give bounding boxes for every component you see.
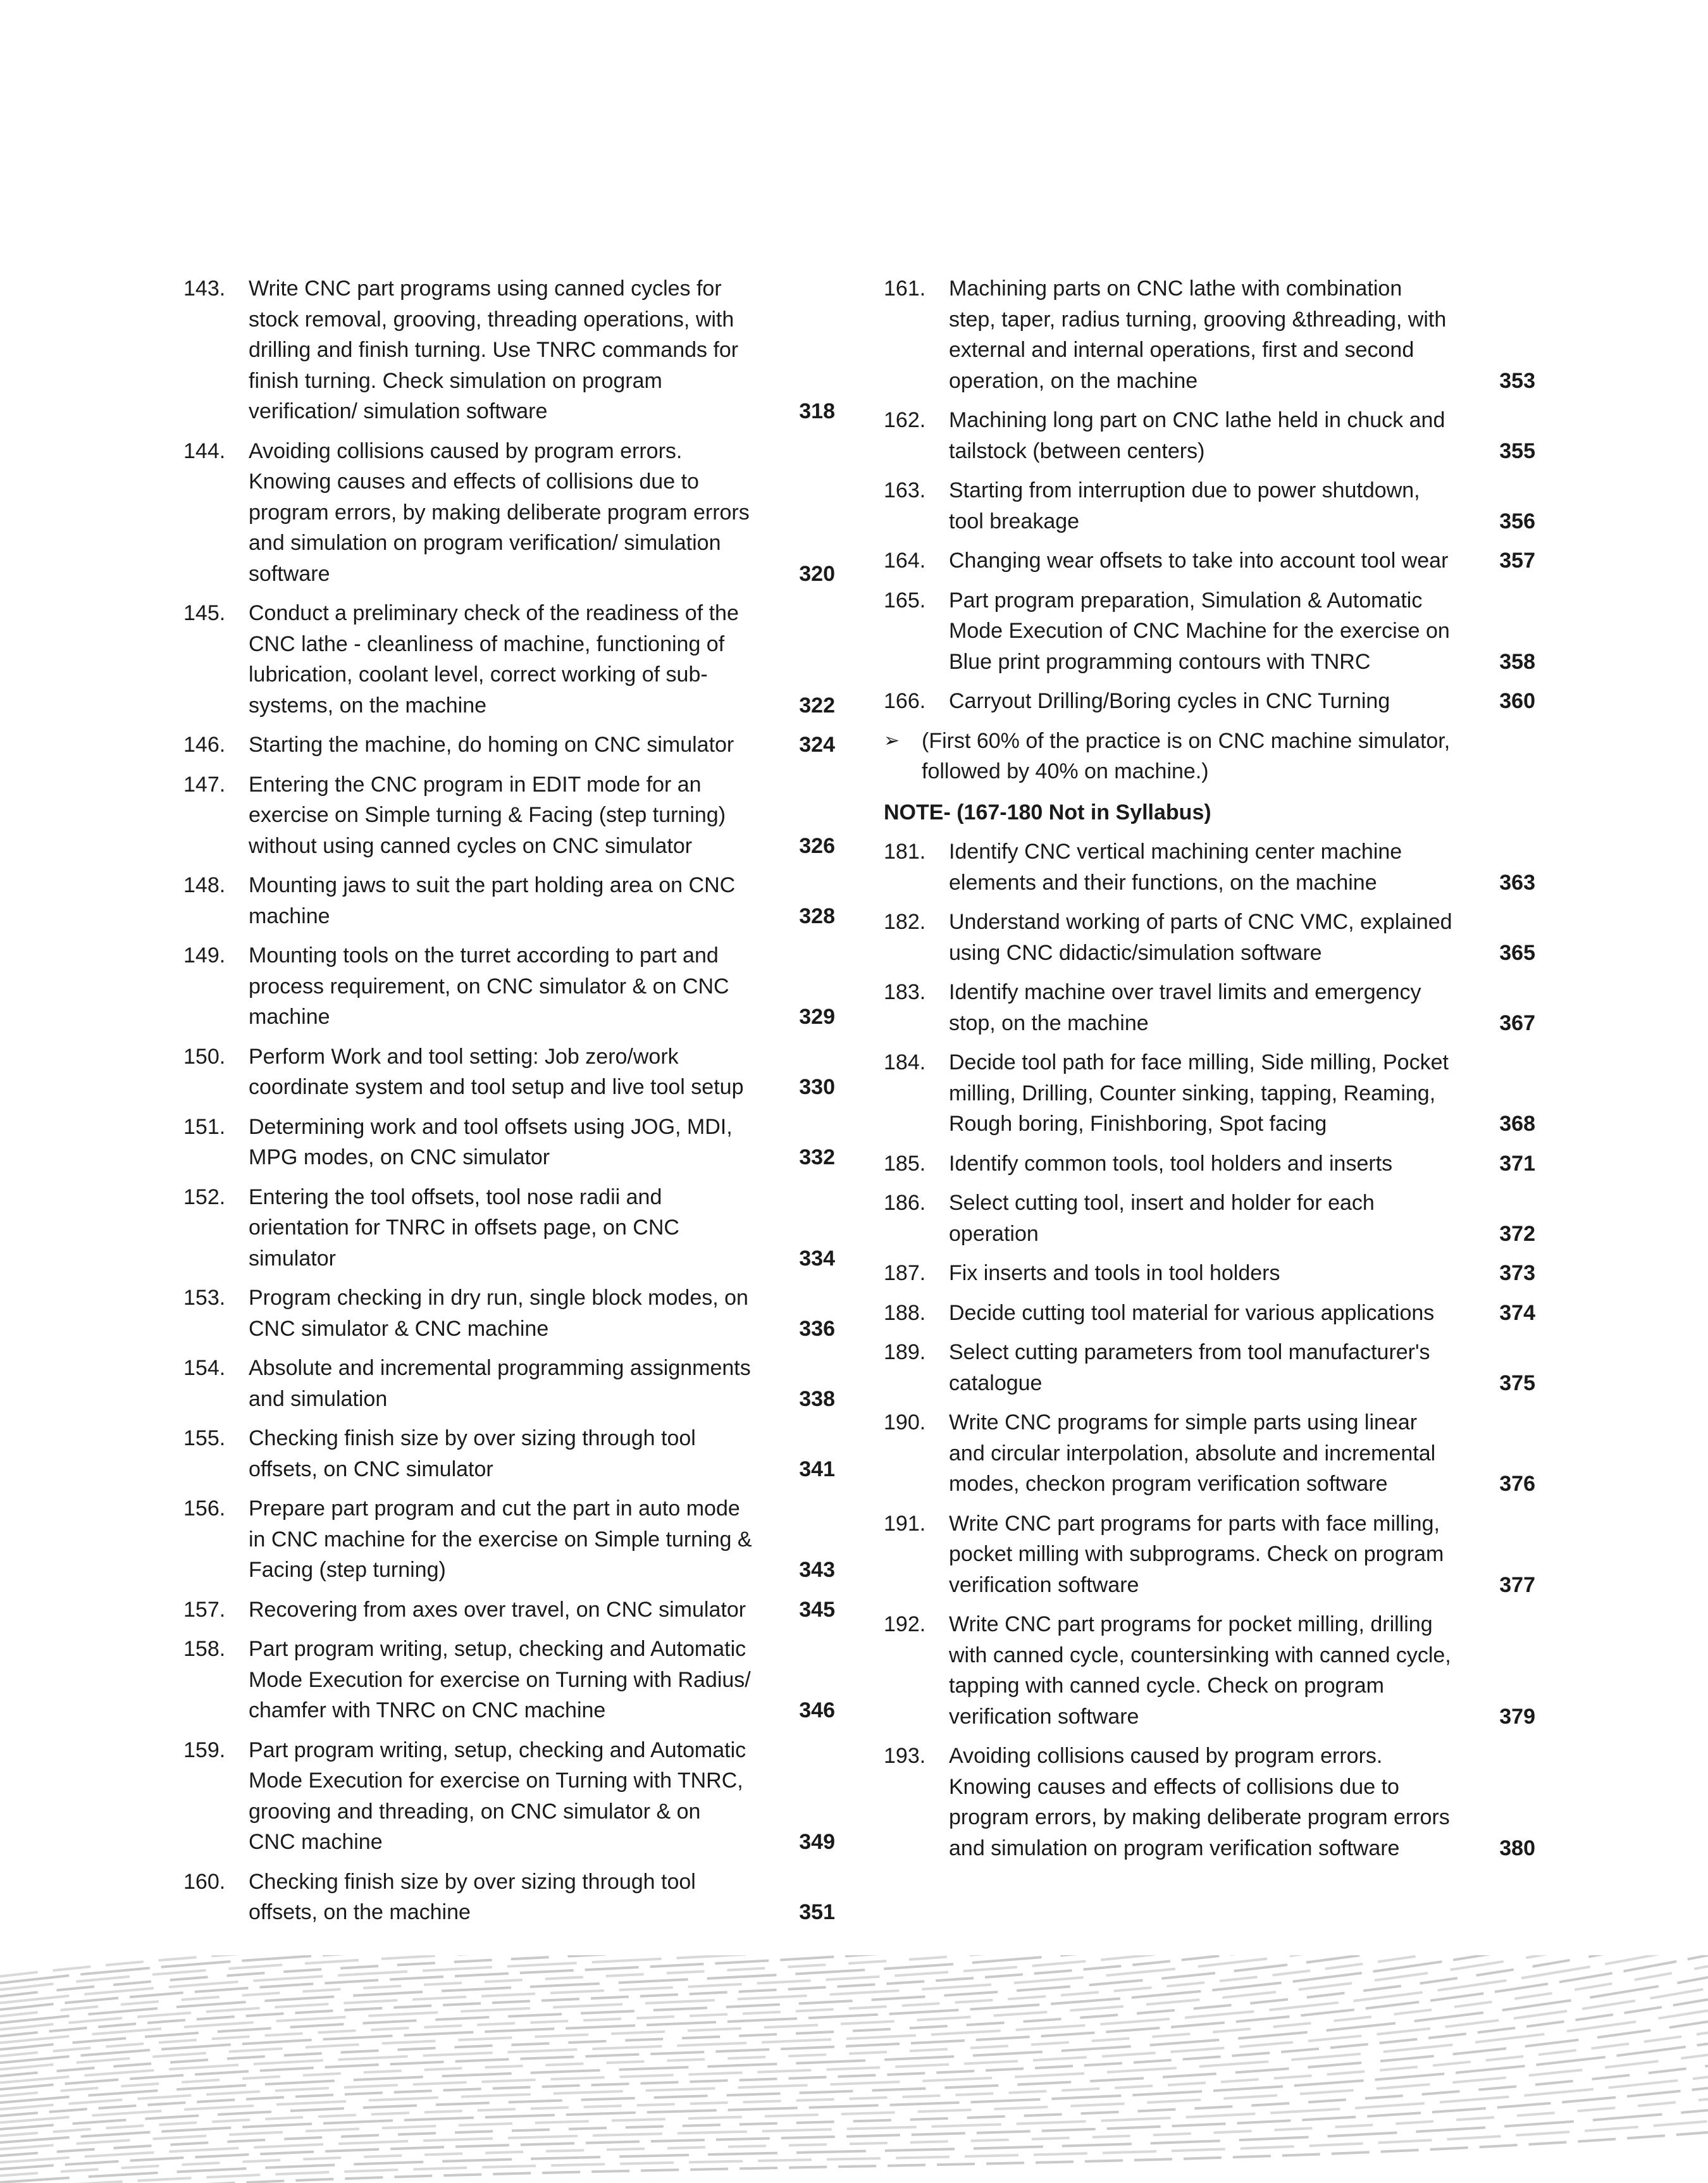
entry-page-number: 367 — [1499, 1011, 1535, 1035]
toc-entry — [884, 405, 1535, 466]
entry-number: 145. — [183, 601, 226, 625]
entry-page-number: 355 — [1499, 438, 1535, 463]
entry-title: Entering the CNC program in EDIT mode for an exercise on Simple turning & Facing (step turning) without using canned cycles on CNC simulator — [249, 772, 726, 858]
entry-number: 183. — [884, 980, 926, 1004]
entry-page-number: 358 — [1499, 649, 1535, 674]
entry-title: Perform Work and tool setting: Job zero/work coordinate system and tool setup and live tool setup — [249, 1044, 744, 1099]
entry-title: Machining long part on CNC lathe held in chuck and tailstock (between centers) — [949, 408, 1445, 463]
entry-number: 151. — [183, 1114, 226, 1139]
entry-page-number: 318 — [799, 399, 835, 423]
entry-title: Identify machine over travel limits and emergency stop, on the machine — [949, 980, 1421, 1035]
toc-entry — [183, 1112, 835, 1173]
entry-title: Avoiding collisions caused by program errors. Knowing causes and effects of collisions due to program errors, by making deliberate program errors and simulation on program verification software — [949, 1744, 1450, 1860]
toc-entry — [884, 1337, 1535, 1398]
entry-title: Part program preparation, Simulation & Automatic Mode Execution of CNC Machine for the exercise on Blue print programming contours with TNRC — [949, 588, 1450, 674]
entry-number: 143. — [183, 277, 226, 301]
entry-page-number: 351 — [799, 1900, 835, 1924]
toc-entry — [183, 1634, 835, 1726]
toc-entry — [884, 585, 1535, 678]
entry-number: 153. — [183, 1286, 226, 1310]
entry-page-number: 338 — [799, 1386, 835, 1411]
entry-page-number: 374 — [1499, 1300, 1535, 1325]
entry-page-number: 380 — [1499, 1836, 1535, 1860]
entry-page-number: 368 — [1499, 1112, 1535, 1136]
entry-title: Mounting tools on the turret according to part and process requirement, on CNC simulator & on CNC machine — [249, 943, 729, 1029]
entry-title: Determining work and tool offsets using JOG, MDI, MPG modes, on CNC simulator — [249, 1114, 733, 1169]
entry-page-number: 329 — [799, 1005, 835, 1029]
entry-title: Carryout Drilling/Boring cycles in CNC Turning — [949, 689, 1390, 713]
entry-title: Prepare part program and cut the part in auto mode in CNC machine for the exercise on Simple turning & Facing (step turning) — [249, 1496, 752, 1582]
entry-page-number: 365 — [1499, 940, 1535, 965]
toc-entry — [183, 1595, 835, 1626]
entry-title: Understand working of parts of CNC VMC, explained using CNC didactic/simulation software — [949, 910, 1452, 965]
entry-title: Starting the machine, do homing on CNC simulator — [249, 733, 734, 757]
toc-entry — [884, 686, 1535, 717]
entry-number: 189. — [884, 1340, 926, 1364]
entry-title: Decide tool path for face milling, Side milling, Pocket milling, Drilling, Counter sinking, tapping, Reaming, Rough boring, Finishboring, Spot facing — [949, 1050, 1449, 1136]
entry-number: 148. — [183, 873, 226, 897]
toc-entry — [884, 1741, 1535, 1863]
toc-entry — [183, 1283, 835, 1344]
entry-title: Recovering from axes over travel, on CNC simulator — [249, 1597, 746, 1622]
entry-page-number: 371 — [1499, 1151, 1535, 1176]
entry-page-number: 346 — [799, 1698, 835, 1722]
toc-entry — [183, 1042, 835, 1103]
entry-page-number: 377 — [1499, 1572, 1535, 1597]
entry-number: 144. — [183, 438, 226, 463]
toc-entry — [884, 977, 1535, 1038]
toc-entry — [183, 1182, 835, 1274]
entry-title: Part program writing, setup, checking and Automatic Mode Execution for exercise on Turning with Radius/ chamfer with TNRC on CNC machine — [249, 1637, 751, 1722]
entry-title: Identify CNC vertical machining center machine elements and their functions, on the machine — [949, 840, 1402, 895]
entry-page-number: 360 — [1499, 689, 1535, 713]
entry-page-number: 330 — [799, 1075, 835, 1099]
entry-number: 156. — [183, 1496, 226, 1521]
entry-number: 160. — [183, 1869, 226, 1894]
entry-number: 157. — [183, 1597, 226, 1622]
entry-page-number: 336 — [799, 1316, 835, 1341]
entry-number: 185. — [884, 1151, 926, 1176]
entry-title: Program checking in dry run, single block modes, on CNC simulator & CNC machine — [249, 1286, 748, 1341]
entry-title: Checking finish size by over sizing through tool offsets, on CNC simulator — [249, 1426, 696, 1481]
entry-page-number: 373 — [1499, 1261, 1535, 1285]
entry-number: 192. — [884, 1612, 926, 1636]
entry-number: 150. — [183, 1044, 226, 1069]
entry-title: Checking finish size by over sizing through tool offsets, on the machine — [249, 1869, 696, 1924]
entry-page-number: 328 — [799, 904, 835, 928]
entry-title: Select cutting tool, insert and holder for each operation — [949, 1191, 1375, 1246]
entry-page-number: 326 — [799, 833, 835, 858]
practice-note-text: (First 60% of the practice is on CNC machine simulator, followed by 40% on machine.) — [922, 728, 1451, 783]
toc-left-column — [183, 273, 835, 1937]
toc-entry — [884, 837, 1535, 898]
entry-page-number: 334 — [799, 1246, 835, 1271]
entry-page-number: 324 — [799, 733, 835, 757]
entry-title: Identify common tools, tool holders and inserts — [949, 1151, 1393, 1176]
toc-entry — [183, 1493, 835, 1586]
entry-number: 184. — [884, 1050, 926, 1074]
toc-entry — [884, 1047, 1535, 1140]
entry-page-number: 353 — [1499, 368, 1535, 393]
toc-entry — [183, 598, 835, 721]
entry-number: 162. — [884, 408, 926, 432]
decorative-wave-pattern — [0, 1955, 1708, 2183]
toc-entry — [183, 730, 835, 761]
entry-title: Write CNC part programs for parts with face milling, pocket milling with subprograms. Check on program verification software — [949, 1511, 1444, 1597]
entry-title: Decide cutting tool material for various applications — [949, 1300, 1435, 1325]
toc-entry — [884, 545, 1535, 576]
entry-number: 166. — [884, 689, 926, 713]
toc-right-column — [884, 273, 1535, 1872]
entry-page-number: 376 — [1499, 1472, 1535, 1496]
entry-page-number: 379 — [1499, 1704, 1535, 1729]
toc-entry — [884, 1298, 1535, 1329]
entry-title: Machining parts on CNC lathe with combination step, taper, radius turning, grooving &threading, with external and internal operations, first and second operation, on the machine — [949, 277, 1447, 393]
toc-right-group-lathe — [884, 273, 1535, 717]
toc-entry — [884, 1609, 1535, 1732]
entry-number: 164. — [884, 549, 926, 573]
toc-entry — [183, 273, 835, 427]
entry-number: 154. — [183, 1356, 226, 1380]
entry-number: 146. — [183, 733, 226, 757]
entry-number: 193. — [884, 1744, 926, 1768]
toc-entry — [183, 436, 835, 590]
entry-page-number: 341 — [799, 1457, 835, 1481]
entry-title: Select cutting parameters from tool manufacturer's catalogue — [949, 1340, 1430, 1395]
entry-title: Starting from interruption due to power shutdown, tool breakage — [949, 478, 1420, 533]
toc-entry — [183, 870, 835, 931]
entry-page-number: 357 — [1499, 549, 1535, 573]
toc-entry — [183, 1353, 835, 1414]
wave-line — [0, 1955, 1708, 1996]
entry-number: 190. — [884, 1410, 926, 1434]
entry-number: 158. — [183, 1637, 226, 1661]
entry-number: 187. — [884, 1261, 926, 1285]
entry-page-number: 363 — [1499, 870, 1535, 895]
entry-page-number: 332 — [799, 1145, 835, 1169]
toc-entry — [183, 1423, 835, 1484]
entry-page-number: 345 — [799, 1597, 835, 1622]
entry-number: 159. — [183, 1738, 226, 1762]
toc-entry — [884, 273, 1535, 396]
entry-page-number: 372 — [1499, 1221, 1535, 1246]
arrow-bullet-icon: ➢ — [884, 730, 900, 751]
entry-number: 147. — [183, 772, 226, 797]
toc-entry — [183, 940, 835, 1033]
entry-title: Part program writing, setup, checking and Automatic Mode Execution for exercise on Turning with TNRC, grooving and threading, on CNC simulator & on CNC machine — [249, 1738, 746, 1854]
entry-number: 152. — [183, 1185, 226, 1209]
syllabus-note: NOTE- (167-180 Not in Syllabus) — [884, 800, 1211, 824]
entry-number: 155. — [183, 1426, 226, 1450]
entry-title: Absolute and incremental programming assignments and simulation — [249, 1356, 751, 1411]
entry-page-number: 322 — [799, 693, 835, 718]
entry-page-number: 356 — [1499, 509, 1535, 533]
entry-page-number: 349 — [799, 1830, 835, 1854]
entry-page-number: 375 — [1499, 1371, 1535, 1395]
toc-entry — [884, 1407, 1535, 1500]
toc-entry — [183, 1735, 835, 1858]
entry-number: 165. — [884, 588, 926, 613]
entry-title: Mounting jaws to suit the part holding area on CNC machine — [249, 873, 736, 928]
toc-entry — [884, 1508, 1535, 1601]
toc-entry — [183, 769, 835, 862]
entry-number: 149. — [183, 943, 226, 967]
entry-title: Write CNC part programs for pocket milling, drilling with canned cycle, countersinking with canned cycle, tapping with canned cycle. Check on program verification software — [949, 1612, 1451, 1729]
entry-page-number: 343 — [799, 1558, 835, 1582]
entry-page-number: 320 — [799, 561, 835, 586]
entry-title: Conduct a preliminary check of the readiness of the CNC lathe - cleanliness of machine, functioning of lubrication, coolant level, correct working of sub-systems, on the machine — [249, 601, 739, 718]
practice-note — [884, 726, 1535, 787]
toc-entry — [884, 475, 1535, 537]
entry-number: 181. — [884, 840, 926, 864]
entry-title: Avoiding collisions caused by program errors. Knowing causes and effects of collisions due to program errors, by making deliberate program errors and simulation on program verification/ simulation software — [249, 438, 750, 586]
entry-title: Write CNC programs for simple parts using linear and circular interpolation, absolute and incremental modes, checkon program verification software — [949, 1410, 1436, 1496]
toc-entry — [884, 1188, 1535, 1249]
toc-entry — [183, 1867, 835, 1928]
toc-right-group-vmc — [884, 837, 1535, 1863]
toc-entry — [884, 1258, 1535, 1289]
entry-title: Write CNC part programs using canned cycles for stock removal, grooving, threading operations, with drilling and finish turning. Use TNRC commands for finish turning. Check simulation on program verification/ simulation software — [249, 277, 739, 423]
toc-entry — [884, 907, 1535, 968]
entry-number: 161. — [884, 277, 926, 301]
entry-title: Entering the tool offsets, tool nose radii and orientation for TNRC in offsets page, on CNC simulator — [249, 1185, 679, 1271]
entry-number: 186. — [884, 1191, 926, 1215]
entry-number: 182. — [884, 910, 926, 934]
entry-number: 188. — [884, 1300, 926, 1325]
entry-number: 163. — [884, 478, 926, 502]
entry-title: Changing wear offsets to take into account tool wear — [949, 549, 1449, 573]
entry-number: 191. — [884, 1511, 926, 1536]
entry-title: Fix inserts and tools in tool holders — [949, 1261, 1280, 1285]
toc-entry — [884, 1148, 1535, 1179]
